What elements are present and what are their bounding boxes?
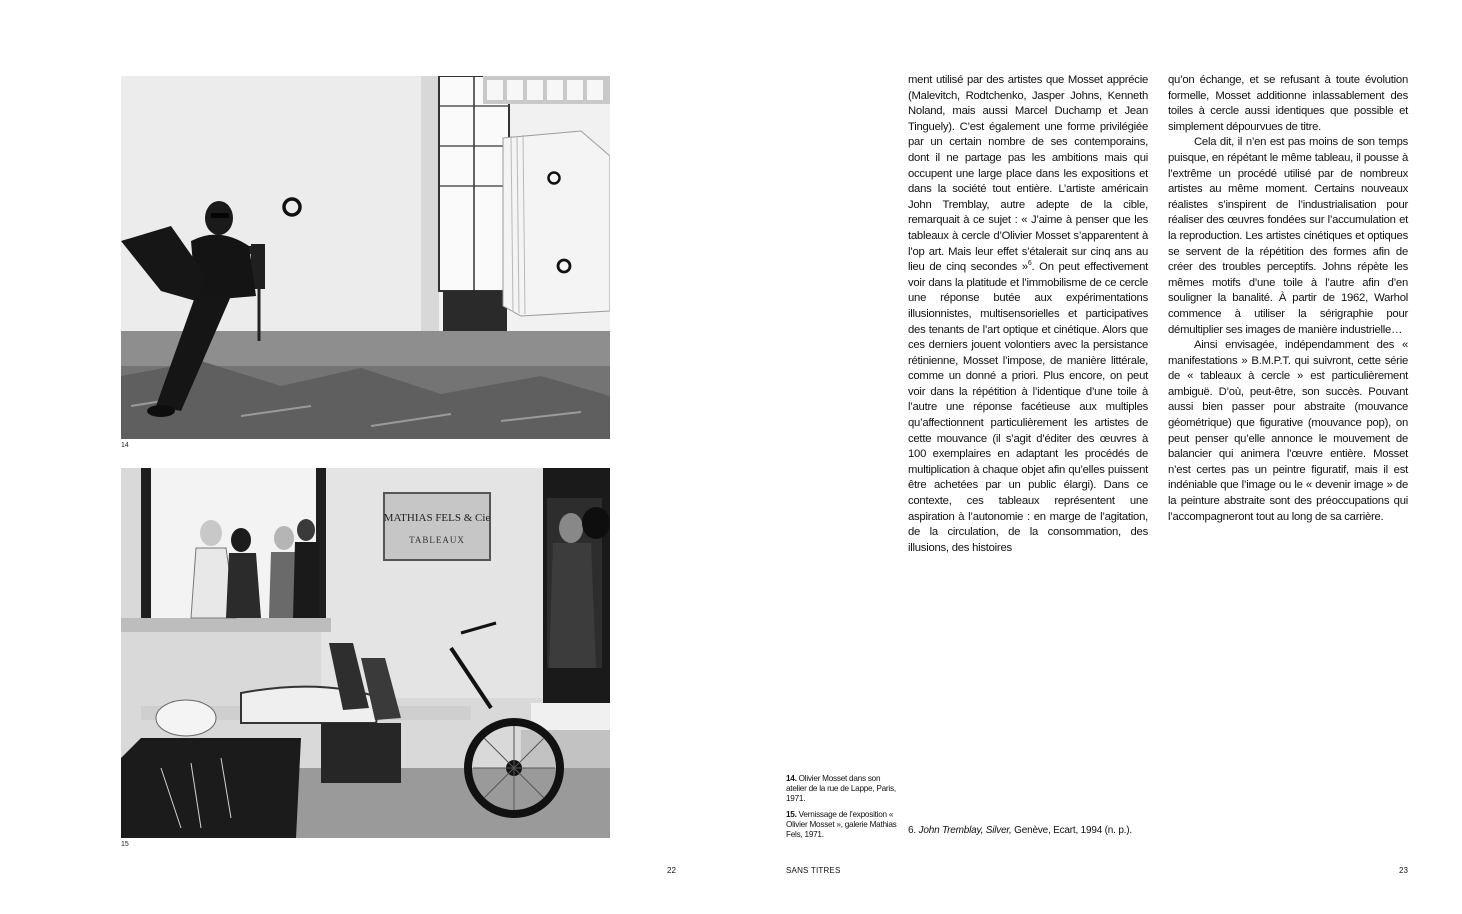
caption-text: Olivier Mosset dans son atelier de la rue de Lappe, Paris, 1971. <box>786 774 896 804</box>
photo-14-drawing <box>121 76 610 439</box>
footnote-6 <box>908 825 1132 836</box>
paragraph <box>908 73 1148 556</box>
paragraph: Ainsi envisagée, indépendamment des « manifestations » B.M.P.T. qui suivront, cette série de « tableaux à cercle » est particulièrement ambiguë. D’où, peut-être, son succès. Pouvant aussi bien passer pour abstraite (mouvance géométrique) que figurative (mouvance pop), on peut penser qu’elle annonce le mouvement de balancier qui animera l’œuvre entière. Mosset n’est certes pas un peintre figuratif, mais il est indéniable que l’image ou le « devenir image » de la peinture abstraite sont des préoccupations qui l’accompagneront tout au long de sa carrière. <box>1168 339 1408 523</box>
footnote-source: Genève, Ecart, 1994 (n. p.). <box>1011 825 1132 836</box>
text-column-1 <box>908 73 1148 556</box>
caption-number: 15. <box>786 809 797 819</box>
paragraph: Cela dit, il n’en est pas moins de son temps puisque, en répétant le même tableau, il pousse à l’extrême un procédé utilisé par de nombreux artistes au même moment. Certains nouveaux réalistes s’inspirent de l’industrialisation pour réaliser des œuvres fondées sur l’accumulation et la reproduction. Les artistes cinétiques et optiques se servent de la répétition des formes afin de créer des troubles perceptifs. Johns répète les mêmes motifs d’une toile à l’autre afin d’en souligner la banalité. À partir de 1962, Warhol commence à utiliser la sérigraphie pour démultiplier ses images de manière industrielle… <box>1168 136 1408 336</box>
footnote-number: 6. <box>908 825 916 836</box>
photo-15-drawing <box>121 468 610 838</box>
running-head: SANS TITRES <box>786 866 841 875</box>
caption-14 <box>786 774 898 805</box>
paragraph: qu’on échange, et se refusant à toute évolution formelle, Mosset additionne inlassablement des toiles à cercle aussi identiques que possible et simplement dépourvues de titre. <box>1168 74 1408 133</box>
text-run: . On peut effectivement voir dans la platitude et l’immobilisme de ce cercle une réponse butée aux expérimentations illusionnistes, multisensorielles et participatives des tenants de l’art optique et cinétique. Alors que ces derniers jouent volontiers avec la persistance rétinienne, Mosset l’impose, de manière littérale, comme un donné a priori. Plus encore, on peut voir dans la répétition à l’identique d’une toile à l’autre une réponse facétieuse aux multiples qu’affectionnent particulièrement les artistes de cette mouvance (il s’agit d’éditer des œuvres à 100 exemplaires en adaptant les procédés de multiplication à chaque objet afin qu’elles puissent être achetées par un public élargi). Dans ce contexte, ces tableaux représentent une aspiration à l’autonomie : en marge de l’agitation, de la circulation, de la consommation, des illusions, des histoires <box>908 261 1149 554</box>
text-column-2 <box>1168 73 1408 525</box>
caption-text: Vernissage de l’exposition « Olivier Mosset », galerie Mathias Fels, 1971. <box>786 809 897 840</box>
figure-number: 14 <box>121 442 129 449</box>
caption-15 <box>786 810 898 841</box>
sign-text-gallery-name: MATHIAS FELS & Cie <box>383 512 491 524</box>
figure-number: 15 <box>121 841 129 848</box>
sign-text-tableaux: TABLEAUX <box>409 535 465 545</box>
page-number-right: 23 <box>1399 866 1408 875</box>
page-number-left: 22 <box>667 866 676 875</box>
photo-gallery-opening <box>121 468 610 838</box>
figure-captions <box>786 774 898 845</box>
text-run: ment utilisé par des artistes que Mosset apprécie (Malevitch, Rodtchenko, Jasper Johns, Kenneth Noland, mais aussi Marcel Duchamp et Jean Tinguely). C’est également une forme privilégiée par un certain nombre de ses contemporains, dont il ne partage pas les ambitions mais qui occupent une large place dans les expositions et dans la société tout entière. L’artiste américain John Tremblay, autre adepte de la cible, remarquait à ce sujet : « J’aime à penser que les tableaux à cercle d’Olivier Mosset s’apparentent à l’op art. Mais leur effet s’étalerait sur cinq ans au lieu de cinq secondes » <box>908 74 1148 274</box>
footnote-title: John Tremblay, Silver, <box>918 825 1012 836</box>
caption-number: 14. <box>786 774 797 783</box>
photo-mosset-studio <box>121 76 610 439</box>
footnote-ref-6[interactable]: 6 <box>1027 260 1032 268</box>
